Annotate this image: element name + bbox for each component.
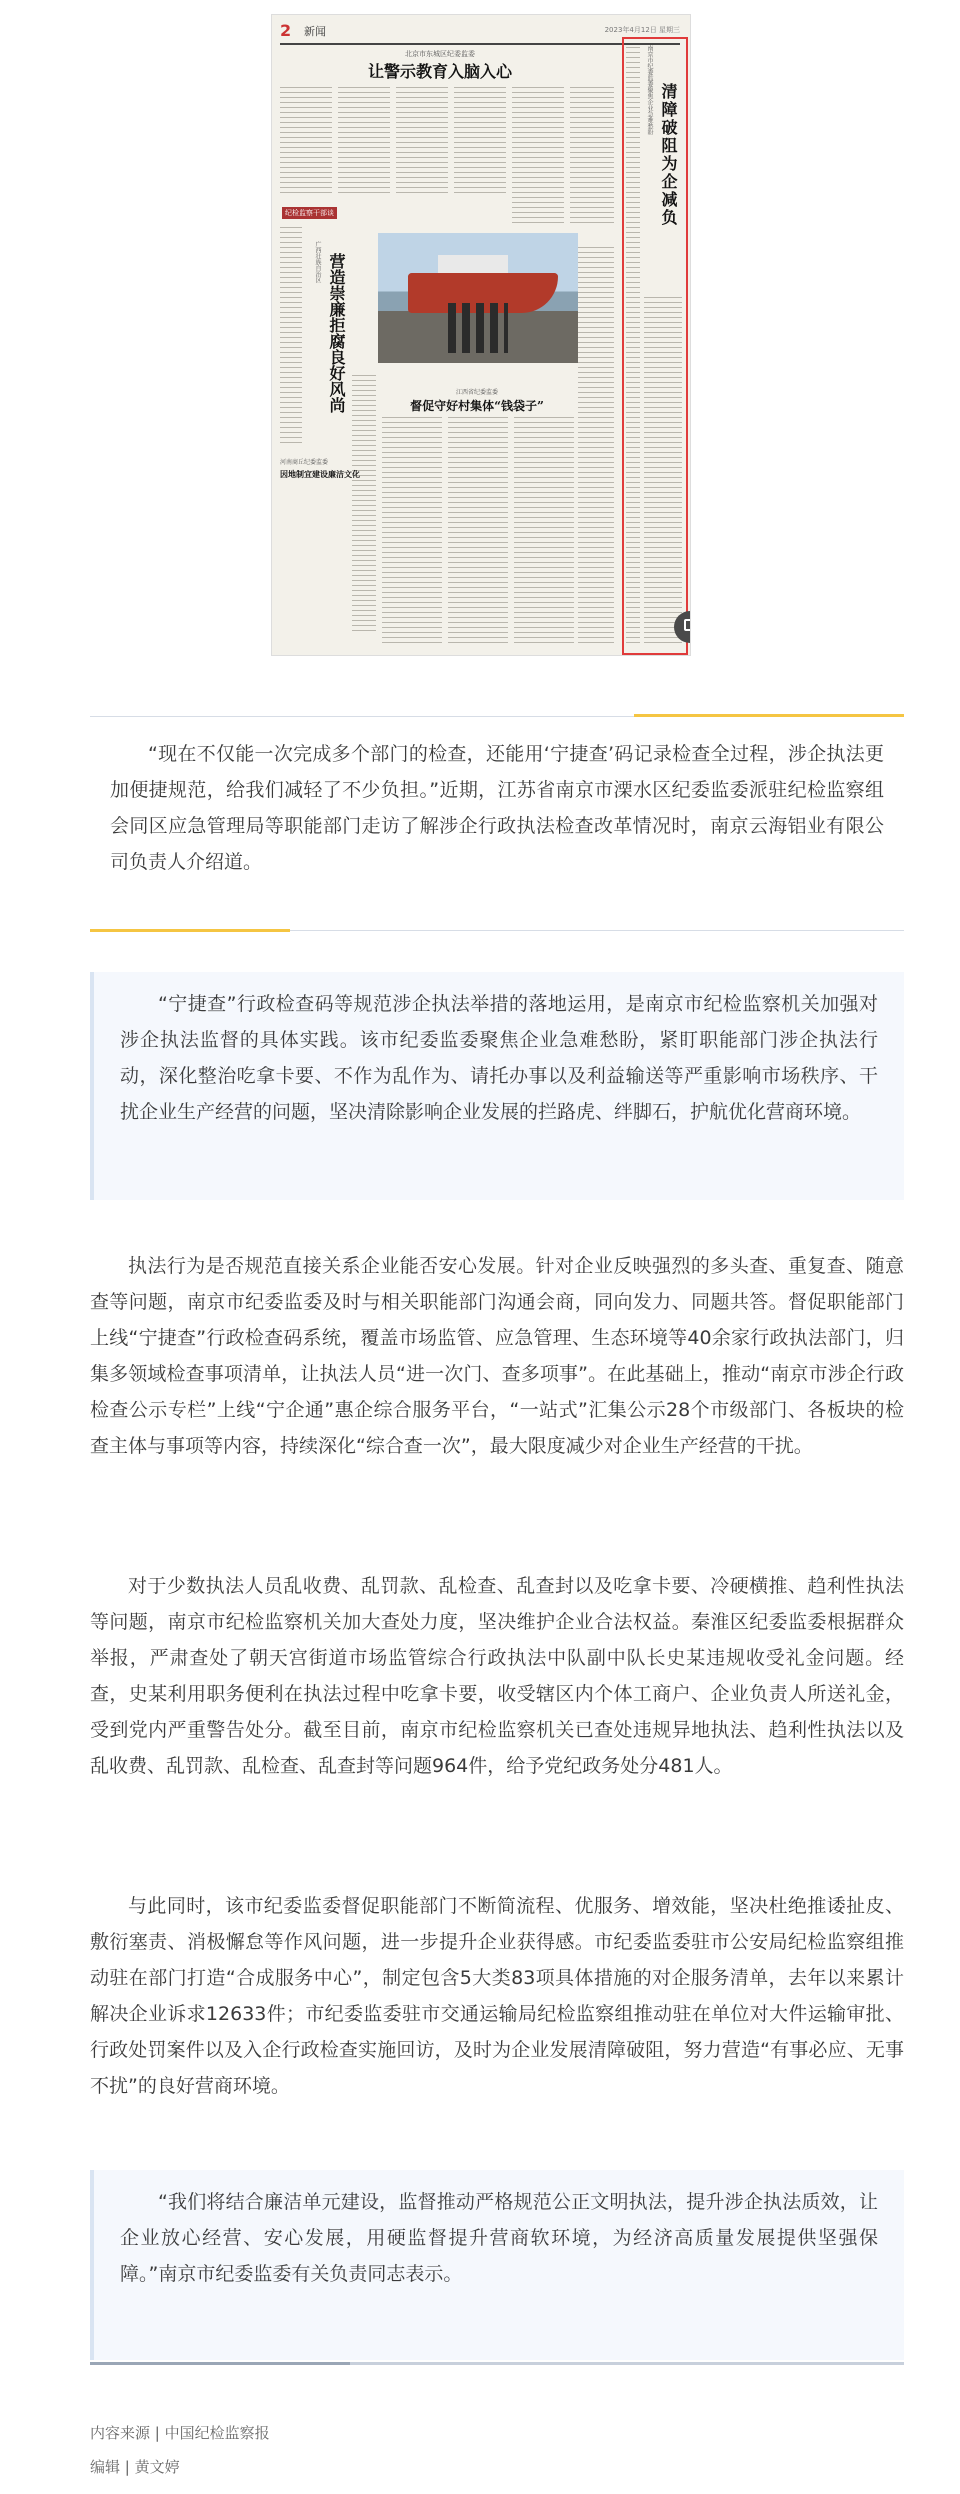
newspaper-text-column bbox=[570, 85, 614, 225]
newspaper-page-image[interactable] bbox=[271, 14, 691, 656]
newspaper-text-column bbox=[448, 415, 508, 645]
newspaper-headline: 让警示教育入脑入心 bbox=[367, 62, 512, 81]
accent-bar-gold bbox=[90, 929, 290, 932]
newspaper-text-column bbox=[578, 245, 614, 645]
newspaper-text-column bbox=[644, 295, 682, 645]
newspaper-page-number: 2 bbox=[280, 21, 292, 40]
newspaper-date: 2023年4月12日 星期三 bbox=[604, 26, 680, 34]
body-paragraph-2-block bbox=[90, 1568, 904, 1784]
image-icon bbox=[684, 619, 691, 631]
newspaper-text-column bbox=[454, 85, 506, 195]
newspaper-left-kicker: 广西壮族自治区 bbox=[314, 241, 321, 283]
intro-block bbox=[90, 736, 904, 880]
source-credit: 内容来源 | 中国纪检监察报 bbox=[90, 2424, 270, 2442]
newspaper-text-column bbox=[280, 225, 302, 445]
newspaper-photo-title: 督促守好村集体“钱袋子” bbox=[410, 399, 544, 413]
newspaper-photo-caption: 江西省纪委监委 bbox=[455, 389, 498, 396]
newspaper-left-title: 营造崇廉拒腐良好风尚 bbox=[327, 253, 346, 413]
body-paragraph-1-block bbox=[90, 1248, 904, 1464]
newspaper-section: 新闻 bbox=[304, 25, 326, 38]
body-paragraph: 执法行为是否规范直接关系企业能否安心发展。针对企业反映强烈的多头查、重复查、随意查等问题，南京市纪委监委及时与相关职能部门沟通会商，同向发力、同题共答。督促职能部门上线“宁捷查”行政检查码系统，覆盖市场监管、应急管理、生态环境等40余家行政执法部门，归集多领域检查事项清单，让执法人员“进一次门、查多项事”。在此基础上，推动“南京市涉企行政检查公示专栏”上线“宁企通”惠企综合服务平台，“一站式”汇集公示28个市级部门、各板块的检查主体与事项等内容，持续深化“综合查一次”，最大限度减少对企业生产经营的干扰。 bbox=[90, 1255, 904, 1457]
intro-paragraph: “现在不仅能一次完成多个部门的检查，还能用‘宁捷查’码记录检查全过程，涉企执法更加便捷规范，给我们减轻了不少负担。”近期，江苏省南京市溧水区纪委监委派驻纪检监察组会同区应急管理局等职能部门走访了解涉企行政执法检查改革情况时，南京云海铝业有限公司负责人介绍道。 bbox=[110, 743, 884, 873]
closing-quote-paragraph: “我们将结合廉洁单元建设，监督推动严格规范公正文明执法，提升涉企执法质效，让企业放心经营、安心发展，用硬监督提升营商软环境，为经济高质量发展提供坚强保障。”南京市纪委监委有关负责同志表示。 bbox=[120, 2191, 878, 2285]
body-paragraph-3-block bbox=[90, 1888, 904, 2104]
body-paragraph: 对于少数执法人员乱收费、乱罚款、乱检查、乱查封以及吃拿卡要、冷硬横推、趋利性执法等问题，南京市纪检监察机关加大查处力度，坚决维护企业合法权益。秦淮区纪委监委根据群众举报，严肃查处了朝天宫街道市场监管综合行政执法中队副中队长史某违规收受礼金问题。经查，史某利用职务便利在执法过程中吃拿卡要，收受辖区内个体工商户、企业负责人所送礼金，受到党内严重警告处分。截至目前，南京市纪检监察机关已查处违规异地执法、趋利性执法以及乱收费、乱罚款、乱检查、乱查封等问题964件，给予党纪政务处分481人。 bbox=[90, 1575, 904, 1777]
highlighted-article-title: 清障破阻为企减负 bbox=[659, 83, 678, 227]
body-paragraph: 与此同时，该市纪委监委督促职能部门不断简流程、优服务、增效能，坚决杜绝推诿扯皮、敷衍塞责、消极懈怠等作风问题，进一步提升企业获得感。市纪委监委驻市公安局纪检监察组推动驻在部门打造“合成服务中心”，制定包含5大类83项具体措施的对企服务清单，去年以来累计解决企业诉求12633件；市纪委监委驻市交通运输局纪检监察组推动驻在单位对大件运输审批、行政处罚案件以及入企行政检查实施回访，及时为企业发展清障破阻，努力营造“有事必应、无事不扰”的良好营商环境。 bbox=[90, 1895, 904, 2097]
newspaper-bottom-kicker: 河南商丘纪委监委 bbox=[280, 459, 329, 466]
accent-bar-gold bbox=[634, 714, 904, 717]
summary-paragraph: “宁捷查”行政检查码等规范涉企执法举措的落地运用，是南京市纪检监察机关加强对涉企执法监督的具体实践。该市纪委监委聚焦企业急难愁盼，紧盯职能部门涉企执法行动，深化整治吃拿卡要、不作为乱作为、请托办事以及利益输送等严重影响市场秩序、干扰企业生产经营的问题，坚决清除影响企业发展的拦路虎、绊脚石，护航优化营商环境。 bbox=[120, 993, 878, 1123]
closing-quote-box bbox=[90, 2170, 904, 2360]
newspaper-bottom-title: 因地制宜建设廉洁文化 bbox=[280, 469, 360, 479]
accent-bar-dark bbox=[90, 2362, 350, 2365]
editor-credit: 编辑 | 黄文婷 bbox=[90, 2458, 180, 2476]
newspaper-photo bbox=[378, 233, 578, 363]
newspaper-text-column bbox=[512, 85, 564, 225]
newspaper-sub-headline: 北京市东城区纪委监委 bbox=[405, 50, 475, 58]
newspaper-masthead bbox=[280, 21, 680, 45]
newspaper-text-column bbox=[338, 85, 390, 195]
highlighted-article-kicker: 南京市纪委监委聚焦企业急难愁盼 bbox=[646, 45, 653, 135]
newspaper-left-label: 纪检监察干部谈 bbox=[282, 207, 337, 219]
newspaper-text-column bbox=[352, 373, 376, 633]
newspaper-text-column bbox=[280, 85, 332, 195]
newspaper-text-column bbox=[396, 85, 448, 195]
newspaper-text-column bbox=[382, 415, 442, 645]
people-figures bbox=[448, 303, 508, 353]
summary-box bbox=[90, 972, 904, 1200]
newspaper-text-column bbox=[514, 415, 574, 645]
